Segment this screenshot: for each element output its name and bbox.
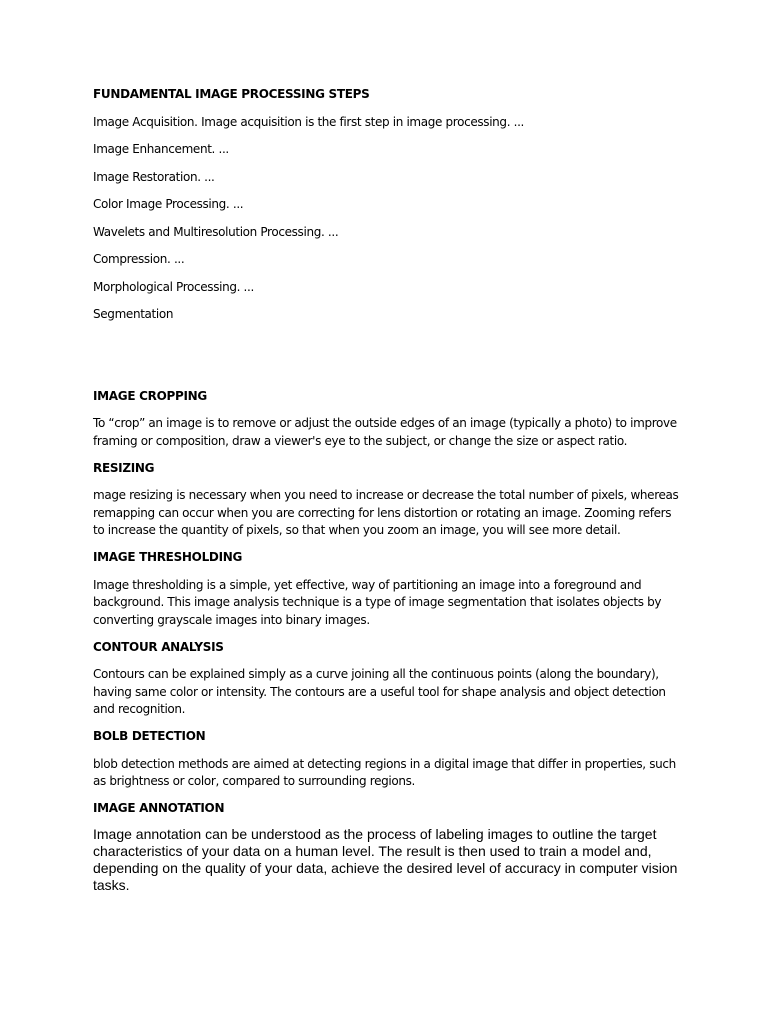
paragraph-resizing: mage resizing is necessary when you need to increase or decrease the total number of pixels, whereas remapping can occur when you are correcting for lens distortion or rotating an image. Zooming refers to increase the quantity of pixels, so that when you zoom an image, you will see more detail.	[93, 488, 679, 537]
section-heading-fundamental-steps: FUNDAMENTAL IMAGE PROCESSING STEPS	[93, 87, 370, 101]
section-heading-image-cropping: IMAGE CROPPING	[93, 388, 207, 403]
section-heading-contour-analysis: CONTOUR ANALYSIS	[93, 639, 224, 654]
paragraph-blob-detection: blob detection methods are aimed at detecting regions in a digital image that differ in properties, such as brightness or color, compared to surrounding regions.	[93, 756, 676, 788]
list-item: Wavelets and Multiresolution Processing. ...	[93, 224, 339, 239]
paragraph-image-cropping: To “crop” an image is to remove or adjust the outside edges of an image (typically a photo) to improve framing or composition, draw a viewer's eye to the subject, or change the size or aspect ratio.	[93, 416, 677, 448]
list-item: Compression. ...	[93, 252, 185, 266]
document-page	[93, 86, 683, 894]
section-heading-blob-detection: BOLB DETECTION	[93, 729, 206, 743]
list-item: Color Image Processing. ...	[93, 197, 244, 211]
paragraph-image-thresholding: Image thresholding is a simple, yet effective, way of partitioning an image into a foreground and background. This image analysis technique is a type of image segmentation that isolates objects by converting grayscale images into binary images.	[93, 577, 662, 627]
list-item: Image Restoration. ...	[93, 169, 215, 184]
list-item: Morphological Processing. ...	[93, 279, 254, 294]
paragraph-contour-analysis: Contours can be explained simply as a curve joining all the continuous points (along the boundary), having same color or intensity. The contours are a useful tool for shape analysis and object detection and recognition.	[93, 667, 666, 716]
list-item: Segmentation	[93, 307, 174, 321]
section-heading-resizing: RESIZING	[93, 460, 155, 475]
list-item: Image Enhancement. ...	[93, 142, 229, 156]
list-item: Image Acquisition. Image acquisition is the first step in image processing. ...	[93, 114, 525, 129]
paragraph-image-annotation: Image annotation can be understood as the process of labeling images to outline the target characteristics of your data on a human level. The result is then used to train a model and, depending on the quality of your data, achieve the desired level of accuracy in computer vision tasks.	[93, 825, 678, 893]
section-heading-image-thresholding: IMAGE THRESHOLDING	[93, 550, 243, 564]
section-heading-image-annotation: IMAGE ANNOTATION	[93, 801, 225, 815]
